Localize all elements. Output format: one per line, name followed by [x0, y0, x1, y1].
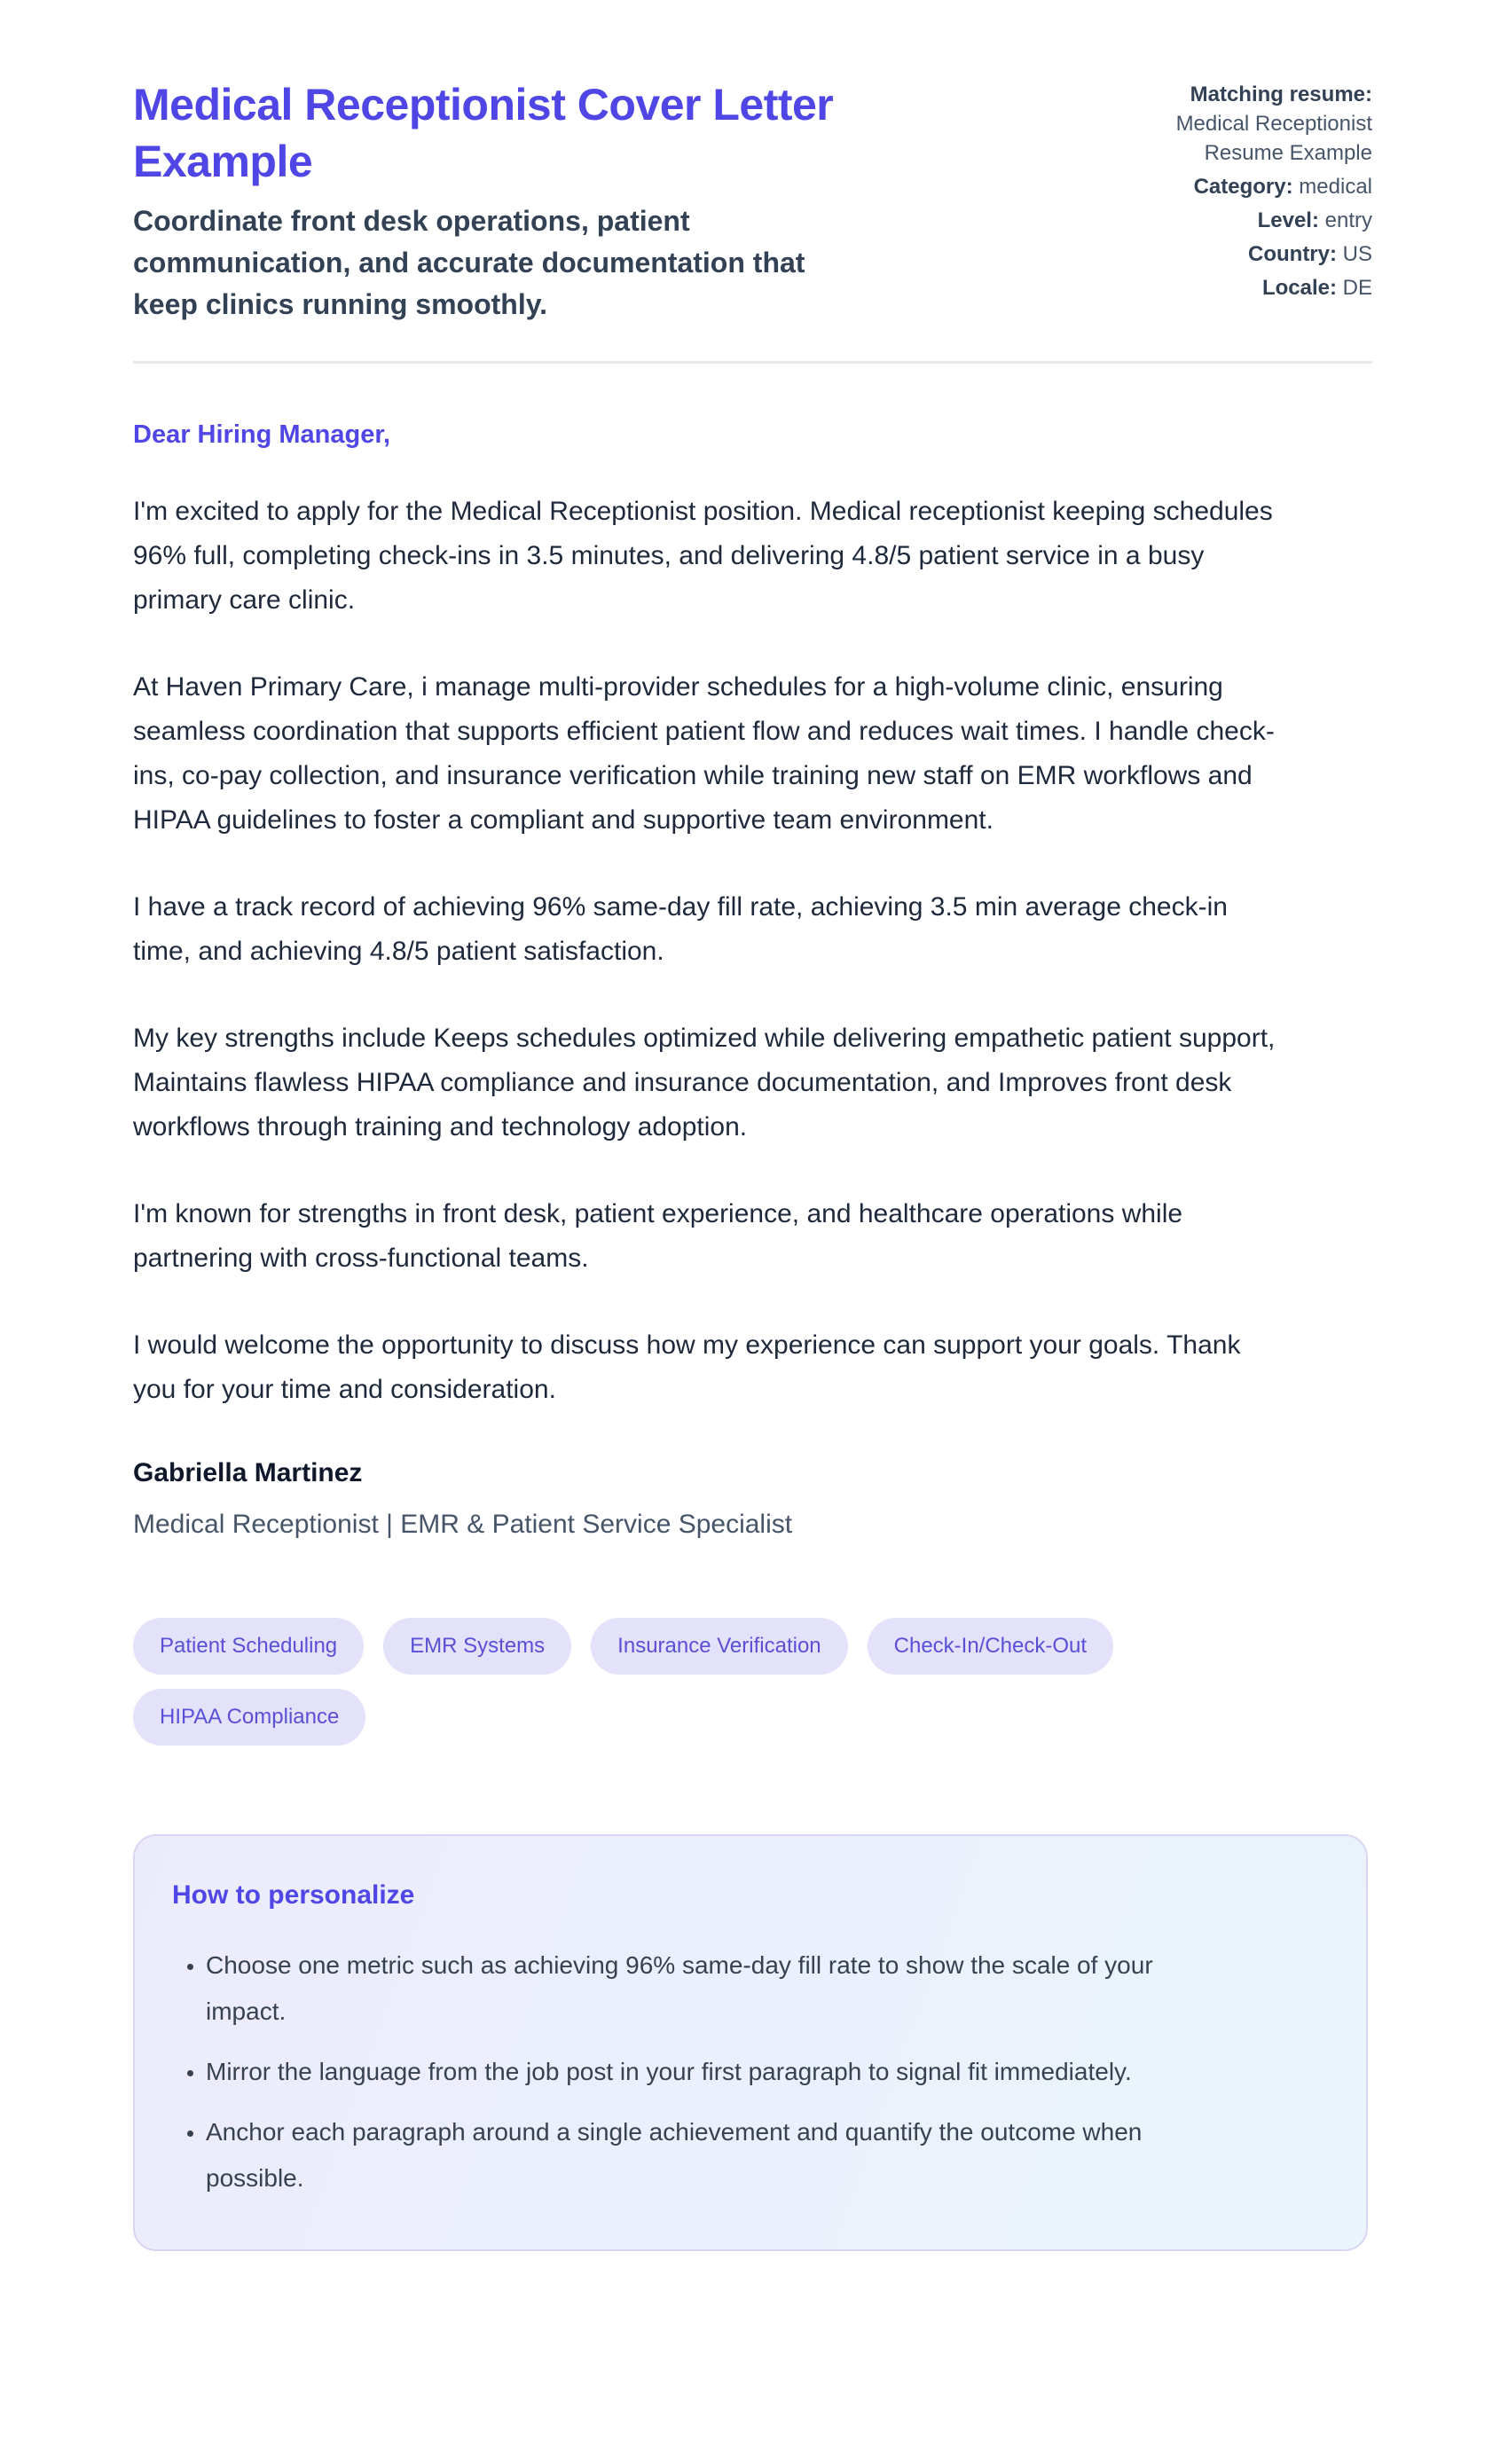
personalize-box [133, 1834, 1368, 2251]
meta-locale [1131, 273, 1372, 302]
category-value: medical [1299, 175, 1372, 199]
signature-name: Gabriella Martinez [133, 1458, 363, 1487]
level-value: entry [1324, 208, 1372, 232]
page-subtitle: Coordinate front desk operations, patient communication, and accurate documentation that keep clinics running smoothly. [133, 205, 805, 320]
personalize-tip-1: • Choose one metric such as achieving 96% same-day fill rate to show the scale of your impact. [206, 1942, 1182, 2035]
skill-tag-patient-scheduling[interactable]: Patient Scheduling [133, 1618, 364, 1675]
matching-resume-value: Medical Receptionist Resume Example [1175, 112, 1372, 165]
letter-paragraph-4: My key strengths include Keeps schedules optimized while delivering empathetic patient support, Maintains flawless HIPAA compliance and insurance documentation, and Improves front desk workflows through training and technology adoption. [133, 1024, 1276, 1142]
page-title: Medical Receptionist Cover Letter Example [133, 80, 834, 186]
personalize-tip-list [172, 1942, 1327, 2201]
skill-tag-list [133, 1618, 1242, 1746]
letter-paragraph-5: I'm known for strengths in front desk, patient experience, and healthcare operations while partnering with cross-functional teams. [133, 1199, 1183, 1273]
header-divider [133, 361, 1372, 364]
meta-level [1131, 206, 1372, 235]
category-label: Category: [1193, 175, 1293, 199]
locale-label: Locale: [1261, 276, 1337, 300]
locale-value: DE [1342, 276, 1372, 300]
meta-country [1131, 239, 1372, 269]
personalize-tip-3: • Anchor each paragraph around a single achievement and quantify the outcome when possible. [206, 2109, 1182, 2201]
page-header [133, 76, 1372, 326]
personalize-heading: How to personalize [172, 1880, 415, 1910]
personalize-tip-2: • Mirror the language from the job post in your first paragraph to signal fit immediately. [206, 2049, 1182, 2095]
skill-tag-check-in-check-out[interactable]: Check-In/Check-Out [868, 1618, 1113, 1675]
letter-paragraph-6: I would welcome the opportunity to discuss how my experience can support your goals. Thank you for your time and consideration. [133, 1330, 1241, 1404]
letter-paragraph-3: I have a track record of achieving 96% same-day fill rate, achieving 3.5 min average check-in time, and achieving 4.8/5 patient satisfaction. [133, 892, 1228, 966]
salutation: Dear Hiring Manager, [133, 420, 391, 449]
letter-paragraph-1: I'm excited to apply for the Medical Receptionist position. Medical receptionist keeping schedules 96% full, completing check-ins in 3.5 minutes, and delivering 4.8/5 patient service in a busy primary care clinic. [133, 497, 1273, 615]
cover-letter-body [133, 417, 1372, 1543]
resume-meta-panel [1131, 76, 1372, 307]
letter-paragraph-2: At Haven Primary Care, i manage multi-provider schedules for a high-volume clinic, ensuring seamless coordination that supports efficient patient flow and reduces wait times. I handle check-ins, co-pay collection, and insurance verification while training new staff on EMR workflows and HIPAA guidelines to foster a compliant and supportive team environment. [133, 672, 1275, 835]
skill-tag-emr-systems[interactable]: EMR Systems [383, 1618, 571, 1675]
skill-tag-hipaa-compliance[interactable]: HIPAA Compliance [133, 1689, 365, 1746]
skill-tag-insurance-verification[interactable]: Insurance Verification [591, 1618, 847, 1675]
header-title-block [133, 76, 1064, 326]
level-label: Level: [1257, 208, 1319, 232]
meta-matching-resume [1131, 80, 1372, 168]
meta-category [1131, 172, 1372, 201]
signature-role: Medical Receptionist | EMR & Patient Service Specialist [133, 1510, 793, 1539]
country-value: US [1342, 242, 1372, 266]
country-label: Country: [1248, 242, 1337, 266]
matching-resume-label: Matching resume: [1190, 82, 1372, 106]
